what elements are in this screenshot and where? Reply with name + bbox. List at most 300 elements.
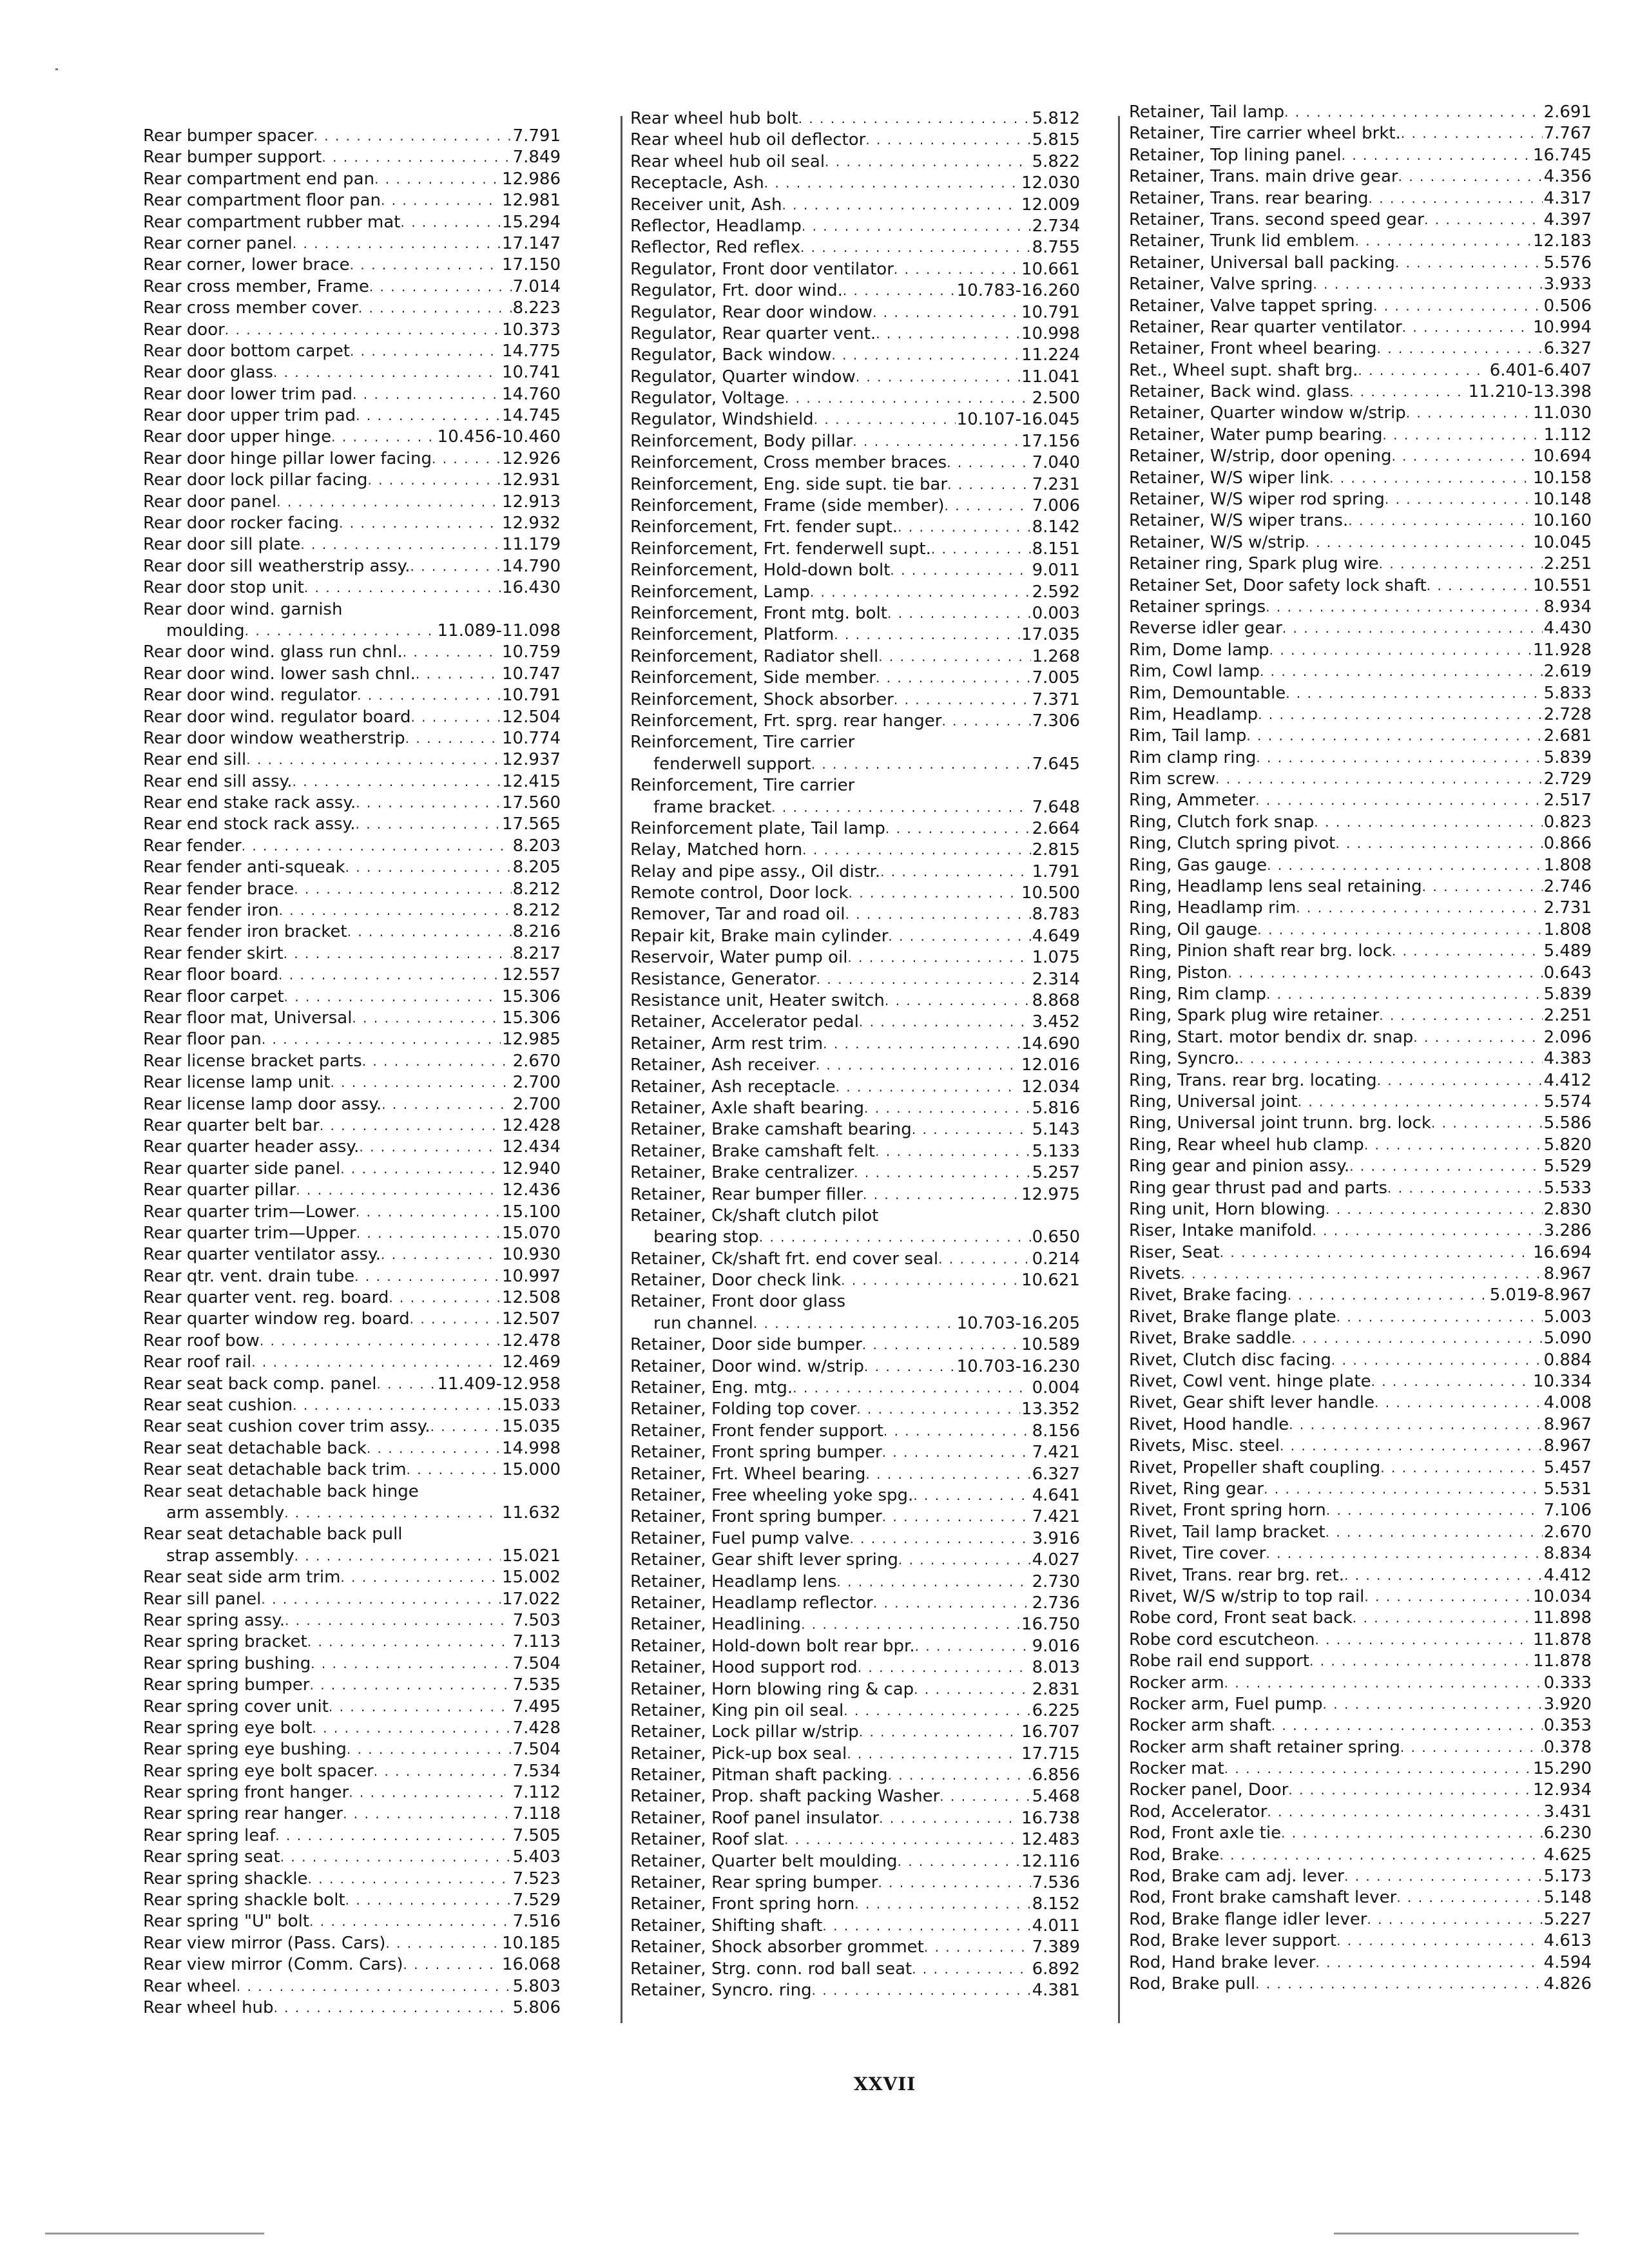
entry-name: Rim, Headlamp <box>1129 704 1258 724</box>
leader-dots <box>343 1803 511 1825</box>
entry-reference: 4.625 <box>1543 1845 1592 1865</box>
leader-dots <box>1289 1414 1542 1436</box>
leader-dots <box>1224 1758 1532 1780</box>
entry-name: Rear qtr. vent. drain tube <box>143 1266 355 1286</box>
index-entry <box>143 1481 561 1524</box>
leader-dots <box>1255 1974 1542 1995</box>
entry-reference: 7.421 <box>1032 1507 1080 1527</box>
entry-name: Rear door panel <box>143 492 277 512</box>
entry-reference: 15.294 <box>502 212 561 232</box>
entry-reference: 5.003 <box>1543 1307 1592 1327</box>
entry-name: Rear sill panel <box>143 1589 262 1609</box>
entry-name: Reflector, Headlamp <box>630 216 802 236</box>
leader-dots <box>1373 296 1543 317</box>
leader-dots <box>865 1464 1030 1485</box>
entry-name: Retainer, Shifting shaft <box>630 1916 823 1936</box>
leader-dots <box>810 582 1031 603</box>
entry-name: Receiver unit, Ash <box>630 195 782 215</box>
entry-name: Reflector, Red reflex <box>630 238 800 258</box>
entry-name: Retainer, Rear quarter ventilator <box>1129 317 1402 337</box>
index-entry <box>630 926 1080 947</box>
index-entry <box>1129 1522 1592 1543</box>
index-entry <box>143 664 561 685</box>
entry-reference: 5.533 <box>1543 1178 1592 1198</box>
leader-dots <box>285 1610 512 1631</box>
index-entry <box>1129 791 1592 812</box>
entry-name: Rear fender anti-squeak <box>143 858 345 878</box>
index-entry <box>143 556 561 577</box>
leader-dots <box>354 1266 501 1287</box>
entry-name: Rear spring shackle bolt <box>143 1890 345 1910</box>
entry-name: Rear seat side arm trim <box>143 1568 341 1588</box>
entry-name: Retainer, Rear spring bumper <box>630 1873 878 1893</box>
leader-dots <box>1424 209 1542 231</box>
leader-dots <box>284 943 512 965</box>
leader-dots <box>1355 231 1532 252</box>
index-entry <box>143 1610 561 1631</box>
entry-name: Ring, Piston <box>1129 963 1228 983</box>
entry-reference: 5.457 <box>1543 1457 1592 1477</box>
index-entry <box>630 1657 1080 1678</box>
entry-reference: 2.592 <box>1032 582 1080 602</box>
leader-dots <box>1374 1392 1543 1414</box>
entry-reference: 8.934 <box>1543 597 1592 617</box>
entry-reference: 0.378 <box>1543 1737 1592 1757</box>
entry-name: Riser, Seat <box>1129 1242 1220 1262</box>
leader-dots <box>1288 1780 1532 1801</box>
column-divider-2 <box>1118 116 1120 2023</box>
entry-reference: 4.613 <box>1543 1931 1592 1951</box>
entry-name: Retainer, Valve spring <box>1129 274 1313 294</box>
entry-name-continued: moulding <box>166 620 245 640</box>
leader-dots <box>1377 1070 1543 1091</box>
entry-name: Rear quarter header assy. <box>143 1137 360 1157</box>
entry-name: Rod, Accelerator <box>1129 1802 1268 1821</box>
index-entry <box>143 1438 561 1459</box>
entry-reference: 12.940 <box>502 1158 561 1178</box>
index-entry <box>143 298 561 319</box>
entry-name: Rear quarter belt bar <box>143 1115 320 1135</box>
entry-reference: 7.040 <box>1032 453 1080 473</box>
index-entry <box>630 237 1080 258</box>
entry-reference: 5.815 <box>1032 130 1080 150</box>
index-entry <box>630 302 1080 323</box>
leader-dots <box>403 1954 501 1975</box>
leader-dots <box>831 345 1020 366</box>
entry-name: Rear door stop unit <box>143 578 304 598</box>
entry-reference: 12.937 <box>502 750 561 770</box>
leader-dots <box>1284 102 1542 123</box>
entry-reference: 15.002 <box>502 1568 561 1588</box>
entry-reference: 7.536 <box>1032 1873 1080 1893</box>
entry-reference: 10.703-16.205 <box>956 1313 1080 1333</box>
entry-reference: 2.728 <box>1543 704 1592 724</box>
entry-name: Retainer, Syncro. ring <box>630 1980 812 2000</box>
entry-name: Rear spring eye bushing <box>143 1740 347 1760</box>
index-entry <box>630 345 1080 366</box>
index-entry <box>1129 1651 1592 1672</box>
entry-reference: 7.505 <box>512 1825 561 1845</box>
index-entry <box>1129 941 1592 962</box>
leader-dots <box>284 986 501 1008</box>
leader-dots <box>262 1029 501 1050</box>
entry-reference: 5.173 <box>1543 1867 1592 1887</box>
entry-name: Retainer, W/strip, door opening <box>1129 447 1392 466</box>
index-entry <box>1129 446 1592 467</box>
leader-dots <box>330 1072 511 1093</box>
entry-reference: 15.070 <box>502 1223 561 1243</box>
index-entry <box>1129 1866 1592 1887</box>
index-entry <box>630 1506 1080 1528</box>
entry-name: Retainer, Top lining panel <box>1129 145 1342 165</box>
entry-name: Retainer, Headlining <box>630 1615 802 1635</box>
index-entry <box>630 1550 1080 1571</box>
index-entry <box>1129 1091 1592 1113</box>
entry-name: Ring gear and pinion assy. <box>1129 1157 1350 1177</box>
leader-dots <box>1228 963 1542 984</box>
entry-reference: 5.833 <box>1543 683 1592 703</box>
page-number: XXVII <box>854 2073 916 2095</box>
entry-name: Rear door wind. glass run chnl. <box>143 642 403 662</box>
index-entry <box>1129 1543 1592 1564</box>
leader-dots <box>945 495 1031 517</box>
entry-name: Rear cross member, Frame <box>143 276 369 296</box>
leader-dots <box>897 1851 1020 1872</box>
index-entry <box>143 707 561 728</box>
entry-reference: 7.014 <box>512 276 561 296</box>
index-entry <box>630 668 1080 689</box>
leader-dots <box>914 1679 1030 1700</box>
entry-name: Rocker panel, Door <box>1129 1780 1289 1800</box>
index-entry <box>143 1890 561 1911</box>
index-entry <box>143 1180 561 1201</box>
leader-dots <box>941 711 1030 732</box>
entry-reference: 10.998 <box>1021 323 1080 343</box>
entry-reference: 2.729 <box>1543 769 1592 789</box>
index-entry <box>1129 510 1592 532</box>
entry-name: Rivet, Hood handle <box>1129 1414 1289 1434</box>
leader-dots <box>357 685 501 706</box>
leader-dots <box>356 1223 501 1244</box>
index-entry <box>1129 876 1592 898</box>
leader-dots <box>311 1653 511 1675</box>
index-entry <box>143 1416 561 1437</box>
leader-dots <box>1298 1091 1543 1113</box>
entry-name: Rear door wind. lower sash chnl. <box>143 664 416 684</box>
entry-name: Regulator, Rear quarter vent. <box>630 323 876 343</box>
index-entry <box>143 126 561 147</box>
entry-name: Retainer, W/S wiper rod spring <box>1129 490 1385 510</box>
entry-name: Rear fender iron <box>143 901 279 921</box>
entry-reference: 7.648 <box>1032 797 1080 817</box>
index-entry <box>630 947 1080 968</box>
index-entry <box>1129 1974 1592 1995</box>
index-entry <box>630 195 1080 216</box>
leader-dots <box>845 904 1030 925</box>
entry-name: Rear roof rail <box>143 1352 252 1372</box>
index-entry <box>630 1636 1080 1657</box>
entry-reference: 6.225 <box>1032 1700 1080 1720</box>
index-entry <box>1129 1048 1592 1070</box>
leader-dots <box>863 1184 1020 1206</box>
entry-name: Rear door sill plate <box>143 535 301 555</box>
index-entry <box>143 1115 561 1137</box>
entry-reference: 4.397 <box>1543 209 1592 229</box>
entry-name: Retainer, Horn blowing ring & cap <box>630 1679 914 1699</box>
index-entry <box>143 1395 561 1416</box>
entry-name: Rear door window weatherstrip <box>143 728 405 748</box>
leader-dots <box>947 452 1030 474</box>
entry-reference: 7.535 <box>512 1675 561 1695</box>
index-entry <box>143 921 561 943</box>
entry-name-continued: arm assembly <box>166 1503 285 1523</box>
index-entry <box>630 1722 1080 1743</box>
index-entry <box>1129 381 1592 403</box>
index-entry <box>143 943 561 965</box>
leader-dots <box>1385 489 1532 510</box>
leader-dots <box>1280 1436 1543 1457</box>
entry-reference: 11.210-13.398 <box>1468 382 1592 402</box>
entry-reference: 10.621 <box>1021 1271 1080 1291</box>
entry-reference: 4.641 <box>1032 1485 1080 1505</box>
entry-reference: 15.306 <box>502 986 561 1006</box>
entry-reference: 16.738 <box>1021 1808 1080 1828</box>
entry-name: Rear seat detachable back hinge <box>143 1481 419 1501</box>
index-entry <box>143 1309 561 1330</box>
entry-name: Retainer, Rear bumper filler <box>630 1184 863 1204</box>
entry-name: Rod, Brake pull <box>1129 1974 1256 1994</box>
entry-name: Reinforcement, Tire carrier <box>630 733 855 753</box>
entry-name: Rear door wind. garnish <box>143 599 343 619</box>
index-entry <box>630 1786 1080 1807</box>
entry-continuation-line <box>630 1313 1080 1334</box>
index-entry <box>1129 640 1592 661</box>
entry-reference: 5.133 <box>1032 1141 1080 1161</box>
bottom-scan-edge-left <box>45 2233 264 2234</box>
entry-reference: 5.529 <box>1543 1157 1592 1177</box>
entry-reference: 1.808 <box>1543 919 1592 939</box>
entry-reference: 7.504 <box>512 1653 561 1673</box>
entry-name: Retainer, Trunk lid emblem <box>1129 231 1355 251</box>
entry-reference: 5.468 <box>1032 1787 1080 1807</box>
index-entry <box>1129 231 1592 252</box>
leader-dots <box>785 388 1031 409</box>
index-entry <box>1129 812 1592 833</box>
entry-reference: 7.112 <box>512 1783 561 1803</box>
leader-dots <box>410 556 501 577</box>
entry-name: Rivet, Tail lamp bracket <box>1129 1522 1325 1542</box>
entry-reference: 3.452 <box>1032 1012 1080 1032</box>
index-entry <box>630 1206 1080 1249</box>
leader-dots <box>273 362 501 383</box>
entry-reference: 7.645 <box>1032 754 1080 774</box>
entry-reference: 1.075 <box>1032 948 1080 968</box>
index-entry <box>1129 1307 1592 1328</box>
leader-dots <box>1379 1005 1542 1026</box>
entry-name: Retainer, Eng. mtg. <box>630 1378 793 1398</box>
leader-dots <box>880 861 1030 883</box>
index-entry <box>630 603 1080 624</box>
entry-name: Rim clamp ring <box>1129 747 1257 767</box>
entry-reference: 12.009 <box>1021 195 1080 215</box>
entry-name: Retainer, W/S wiper trans. <box>1129 511 1349 531</box>
leader-dots <box>347 1739 512 1760</box>
entry-name: Rear corner, lower brace <box>143 255 350 275</box>
entry-continuation-line <box>143 1503 561 1524</box>
index-entry <box>1129 468 1592 489</box>
index-entry <box>630 452 1080 474</box>
entry-name: Rear spring cover unit <box>143 1696 329 1716</box>
leader-dots <box>242 836 512 857</box>
index-entry <box>1129 1565 1592 1586</box>
entry-reference: 12.975 <box>1021 1184 1080 1204</box>
entry-name: Rear spring bushing <box>143 1653 311 1673</box>
leader-dots <box>359 1137 501 1158</box>
entry-reference: 4.356 <box>1543 167 1592 187</box>
entry-reference: 2.700 <box>512 1073 561 1093</box>
entry-name: Reinforcement, Frt. fender supt. <box>630 517 898 537</box>
entry-reference: 0.506 <box>1543 296 1592 316</box>
entry-continuation-line <box>630 754 1080 775</box>
entry-reference: 6.401-6.407 <box>1489 360 1592 380</box>
leader-dots <box>294 879 511 900</box>
entry-name: Retainer, Door check link <box>630 1271 842 1291</box>
entry-reference: 10.661 <box>1021 259 1080 279</box>
entry-reference: 7.371 <box>1032 689 1080 709</box>
index-entry <box>630 883 1080 904</box>
index-entry <box>1129 145 1592 166</box>
leader-dots <box>798 108 1031 130</box>
leader-dots <box>853 431 1020 452</box>
entry-name: Remover, Tar and road oil <box>630 905 845 925</box>
leader-dots <box>802 840 1030 861</box>
leader-dots <box>1353 1608 1532 1629</box>
index-entry <box>1129 532 1592 553</box>
leader-dots <box>1380 1457 1542 1479</box>
entry-reference: 5.820 <box>1543 1135 1592 1155</box>
entry-reference: 8.216 <box>512 922 561 942</box>
entry-name: Ring, Headlamp lens seal retaining <box>1129 877 1422 897</box>
entry-name: Retainer ring, Spark plug wire <box>1129 554 1379 574</box>
index-entry <box>1129 661 1592 682</box>
index-entry <box>143 1911 561 1932</box>
leader-dots <box>400 212 501 233</box>
index-entry <box>143 1847 561 1868</box>
entry-reference: 5.090 <box>1543 1329 1592 1349</box>
leader-dots <box>947 474 1030 495</box>
entry-reference: 4.381 <box>1032 1980 1080 2000</box>
leader-dots <box>1291 1328 1543 1349</box>
index-entry <box>1129 1156 1592 1177</box>
entry-reference: 2.830 <box>1543 1199 1592 1219</box>
entry-reference: 10.185 <box>502 1933 561 1953</box>
entry-reference: 3.916 <box>1032 1528 1080 1548</box>
entry-reference: 4.383 <box>1543 1049 1592 1069</box>
entry-name: Rear wheel hub oil seal <box>630 151 825 171</box>
bottom-scan-edge-right <box>1334 2233 1579 2234</box>
entry-reference: 2.670 <box>1543 1522 1592 1542</box>
index-entry <box>1129 1005 1592 1026</box>
leader-dots <box>280 1847 512 1868</box>
entry-reference: 13.352 <box>1021 1399 1080 1419</box>
index-entry <box>630 1872 1080 1894</box>
leader-dots <box>1329 468 1532 489</box>
column-divider-1 <box>621 116 622 2023</box>
index-entry <box>630 323 1080 345</box>
leader-dots <box>308 1869 512 1890</box>
leader-dots <box>275 1825 511 1847</box>
index-entry <box>1129 1845 1592 1866</box>
index-entry <box>143 1933 561 1954</box>
leader-dots <box>1296 898 1542 919</box>
entry-reference: 12.985 <box>502 1030 561 1050</box>
leader-dots <box>858 1657 1031 1678</box>
leader-dots <box>1215 769 1542 790</box>
leader-dots <box>358 298 512 319</box>
entry-name-continued: frame bracket <box>653 797 772 817</box>
index-entry <box>1129 1135 1592 1156</box>
leader-dots <box>825 151 1031 173</box>
entry-reference: 9.016 <box>1032 1636 1080 1656</box>
index-entry <box>630 539 1080 560</box>
leader-dots <box>1246 726 1542 747</box>
index-entry <box>630 1980 1080 2001</box>
entry-name: Reinforcement, Frt. fenderwell supt. <box>630 539 931 559</box>
index-entry <box>630 1808 1080 1829</box>
entry-reference: 1.808 <box>1543 855 1592 875</box>
entry-reference: 0.333 <box>1543 1673 1592 1693</box>
entry-name: Rear wheel hub <box>143 1997 274 2017</box>
leader-dots <box>876 668 1031 689</box>
index-entry <box>1129 683 1592 704</box>
leader-dots <box>1392 941 1543 962</box>
index-entry <box>630 151 1080 173</box>
entry-name: Ring, Trans. rear brg. locating <box>1129 1070 1377 1090</box>
entry-name: Rivet, Front spring horn <box>1129 1501 1326 1521</box>
leader-dots <box>1349 381 1467 403</box>
entry-name: Rear door upper trim pad <box>143 406 356 426</box>
index-entry <box>1129 1500 1592 1521</box>
index-entry <box>630 1765 1080 1786</box>
entry-reference: 0.823 <box>1543 812 1592 832</box>
entry-name: Robe rail end support <box>1129 1651 1309 1671</box>
entry-name: Rear quarter side panel <box>143 1158 341 1178</box>
entry-reference: 0.214 <box>1032 1249 1080 1269</box>
entry-name: Rod, Brake flange idler lever <box>1129 1909 1367 1929</box>
entry-reference: 12.469 <box>502 1352 561 1372</box>
index-entry <box>630 1184 1080 1206</box>
leader-dots <box>1377 338 1543 360</box>
leader-dots <box>1282 618 1543 639</box>
entry-name: Retainer, Lock pillar w/strip <box>630 1722 859 1742</box>
leader-dots <box>836 1571 1030 1593</box>
leader-dots <box>410 707 501 728</box>
index-entry <box>1129 618 1592 639</box>
leader-dots <box>1402 317 1532 338</box>
index-entry <box>630 1851 1080 1872</box>
leader-dots <box>1335 833 1542 854</box>
entry-name: Retainer, Trans. second speed gear <box>1129 209 1425 229</box>
entry-name: Reservoir, Water pump oil <box>630 948 848 968</box>
entry-name: Retainer, Trans. main drive gear <box>1129 167 1398 187</box>
leader-dots <box>878 646 1030 668</box>
index-entry <box>143 1266 561 1287</box>
index-entry <box>630 969 1080 990</box>
entry-name: Remote control, Door lock <box>630 883 849 903</box>
leader-dots <box>940 1786 1030 1807</box>
entry-reference: 10.589 <box>1021 1335 1080 1355</box>
entry-name: Rear view mirror (Pass. Cars) <box>143 1933 386 1953</box>
